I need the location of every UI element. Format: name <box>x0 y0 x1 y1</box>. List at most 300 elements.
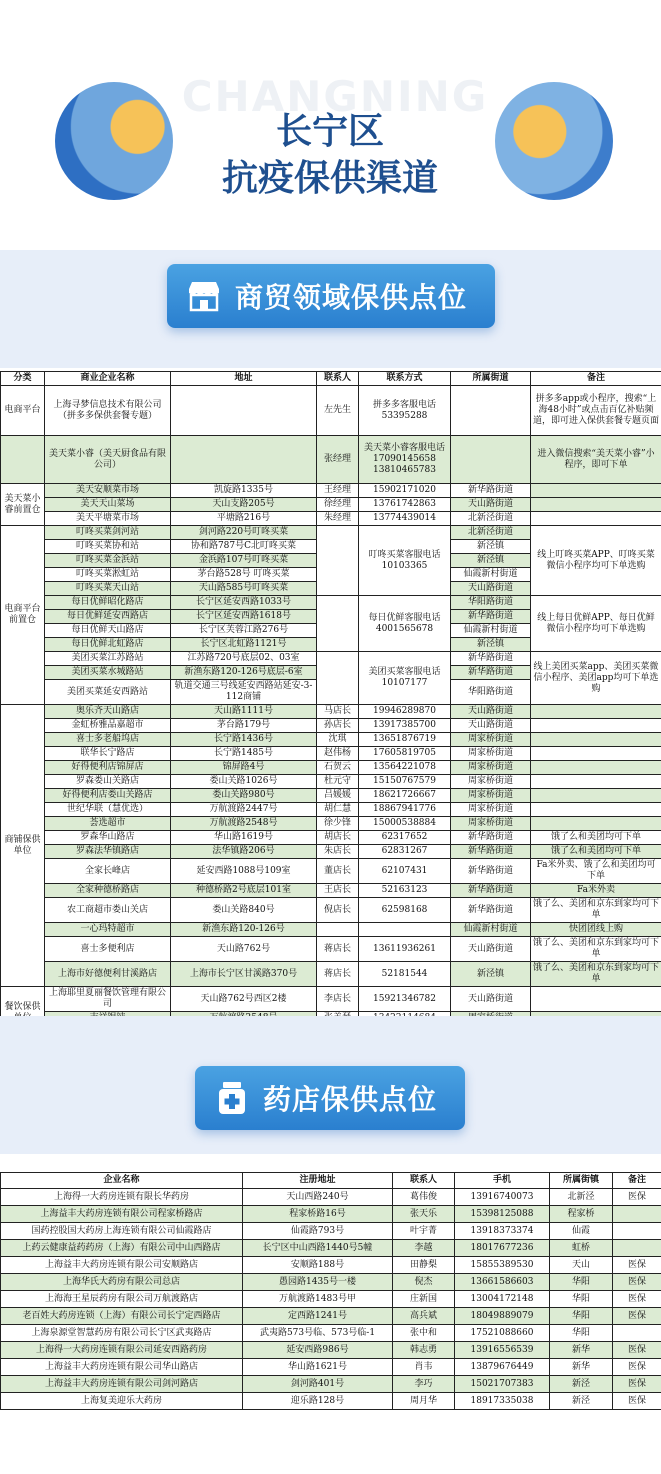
street-cell: 新华路街道 <box>451 845 531 859</box>
col-header-company: 商业企业名称 <box>45 372 171 386</box>
contact-cell: 赵伟杨 <box>317 747 359 761</box>
company-cell: 上海泉源堂智慧药房有限公司长宁区武夷路店 <box>1 1325 243 1342</box>
table-row <box>1 845 661 859</box>
company-cell: 每日优鲜天山路店 <box>45 624 171 638</box>
phone-cell: 15150767579 <box>359 775 451 789</box>
street-cell: 仙霞 <box>550 1223 613 1240</box>
phone-cell: 62831267 <box>359 845 451 859</box>
note-cell: 医保 <box>613 1393 661 1410</box>
note-cell <box>531 761 661 775</box>
table-row <box>1 937 661 962</box>
address-cell: 锦屏路4号 <box>171 761 317 775</box>
address-cell: 延安西路1088号109室 <box>171 859 317 884</box>
phone-cell: 13916556539 <box>455 1342 550 1359</box>
col-header-note: 备注 <box>531 372 661 386</box>
contact-cell: 吕媛媛 <box>317 789 359 803</box>
contact-cell: 倪店长 <box>317 898 359 923</box>
street-cell: 天山 <box>550 1257 613 1274</box>
table-row <box>1 596 661 610</box>
address-cell: 新渔东路120-126号 <box>171 923 317 937</box>
address-cell: 娄山关路1026号 <box>171 775 317 789</box>
note-cell: 饿了么和美团均可下单 <box>531 845 661 859</box>
table-row <box>1 1189 661 1206</box>
address-cell: 长宁区延安西路1618号 <box>171 610 317 624</box>
address-cell: 茅台路528号 叮咚买菜 <box>171 568 317 582</box>
table-row <box>1 1223 661 1240</box>
table-row <box>1 1206 661 1223</box>
phone-cell: 13661586603 <box>455 1274 550 1291</box>
street-cell: 新华路街道 <box>451 898 531 923</box>
col-header-street: 所属街镇 <box>550 1173 613 1189</box>
note-cell <box>531 789 661 803</box>
address-cell: 迎乐路128号 <box>243 1393 393 1410</box>
note-cell <box>613 1206 661 1223</box>
note-cell: 医保 <box>613 1189 661 1206</box>
contact-cell: 徐经理 <box>317 498 359 512</box>
phone-cell: 18621726667 <box>359 789 451 803</box>
note-cell: 拼多多app或小程序，搜索“上海48小时”或点击百亿补贴频道，即可进入保供套餐专题页面 <box>531 386 661 436</box>
street-cell: 新泾镇 <box>451 638 531 652</box>
phone-cell: 15921346782 <box>359 987 451 1012</box>
table-row <box>1 962 661 987</box>
company-cell: 一心玛特超市 <box>45 923 171 937</box>
company-cell: 金虹桥雅品嘉超市 <box>45 719 171 733</box>
company-cell: 美团买菜江苏路站 <box>45 652 171 666</box>
company-cell: 上海得一大药房连锁有限公司延安西路药房 <box>1 1342 243 1359</box>
phone-cell: 52163123 <box>359 884 451 898</box>
address-cell: 万航渡路1483号甲 <box>243 1291 393 1308</box>
company-cell: 联华长宁路店 <box>45 747 171 761</box>
contact-cell <box>317 596 359 652</box>
table-row <box>1 987 661 1012</box>
contact-cell <box>317 923 359 937</box>
street-cell: 华阳 <box>550 1308 613 1325</box>
contact-cell: 杜元守 <box>317 775 359 789</box>
company-cell: 上海益丰大药房连锁有限公司安顺路店 <box>1 1257 243 1274</box>
contact-cell: 葛伟俊 <box>393 1189 455 1206</box>
hero-background-text: CHANGNING <box>181 72 489 121</box>
address-cell: 平塘路216号 <box>171 512 317 526</box>
street-cell: 新华路街道 <box>451 666 531 680</box>
street-cell: 程家桥 <box>550 1206 613 1223</box>
company-cell: 上海益丰大药房连锁有限公司剑河路店 <box>1 1376 243 1393</box>
company-cell: 美天安顺菜市场 <box>45 484 171 498</box>
street-cell: 周家桥街道 <box>451 817 531 831</box>
contact-cell: 左先生 <box>317 386 359 436</box>
table-row <box>1 1240 661 1257</box>
note-cell: 饿了么、美团和京东到家均可下单 <box>531 962 661 987</box>
street-cell: 天山路街道 <box>451 705 531 719</box>
street-cell: 新华路街道 <box>451 859 531 884</box>
table-row <box>1 1359 661 1376</box>
address-cell: 程家桥路16号 <box>243 1206 393 1223</box>
address-cell: 安顺路188号 <box>243 1257 393 1274</box>
address-cell: 长宁路1436号 <box>171 733 317 747</box>
contact-cell: 朱店长 <box>317 845 359 859</box>
company-cell: 上海海王星辰药房有限公司万航渡路店 <box>1 1291 243 1308</box>
phone-cell: 18049889079 <box>455 1308 550 1325</box>
phone-cell: 美天菜小睿客服电话 17090145658 13810465783 <box>359 436 451 484</box>
address-cell: 天山路762号 <box>171 937 317 962</box>
address-cell: 茅台路179号 <box>171 719 317 733</box>
note-cell: 医保 <box>613 1376 661 1393</box>
address-cell: 天山西路240号 <box>243 1189 393 1206</box>
table-row <box>1 498 661 512</box>
company-cell: 美天天山菜场 <box>45 498 171 512</box>
company-cell: 上药云健康益药药房（上海）有限公司中山西路店 <box>1 1240 243 1257</box>
street-cell: 新泾 <box>550 1376 613 1393</box>
address-cell: 长宁区中山西路1440号5幢 <box>243 1240 393 1257</box>
address-cell: 新渔东路120-126号底层-6室 <box>171 666 317 680</box>
phone-cell: 18867941776 <box>359 803 451 817</box>
hero-title-line2: 抗疫保供渠道 <box>221 158 438 199</box>
phone-cell: 17521088660 <box>455 1325 550 1342</box>
hero-title-line1: 长宁区 <box>275 111 384 152</box>
table-row <box>1 512 661 526</box>
company-cell: 每日优鲜昭化路店 <box>45 596 171 610</box>
contact-cell: 李店长 <box>317 987 359 1012</box>
phone-cell: 13611936261 <box>359 937 451 962</box>
company-cell: 每日优鲜北虹路店 <box>45 638 171 652</box>
note-cell: 进入微信搜索“美天菜小睿”小程序，即可下单 <box>531 436 661 484</box>
address-cell <box>171 436 317 484</box>
address-cell: 天山路1111号 <box>171 705 317 719</box>
table-row <box>1 705 661 719</box>
phone-cell: 13564221078 <box>359 761 451 775</box>
company-cell: 全家种德桥路店 <box>45 884 171 898</box>
company-cell: 全家长峰店 <box>45 859 171 884</box>
table-row <box>1 817 661 831</box>
company-cell: 叮咚买菜淞虹站 <box>45 568 171 582</box>
note-cell <box>531 775 661 789</box>
phone-cell: 62317652 <box>359 831 451 845</box>
company-cell: 上海得一大药房连锁有限长华药房 <box>1 1189 243 1206</box>
address-cell: 万航渡路2548号 <box>171 817 317 831</box>
company-cell: 上海寻梦信息技术有限公司（拼多多保供套餐专题） <box>45 386 171 436</box>
table-row <box>1 484 661 498</box>
street-cell: 新华路街道 <box>451 831 531 845</box>
phone-cell: 15902171020 <box>359 484 451 498</box>
address-cell: 愚园路1435号一楼 <box>243 1274 393 1291</box>
phone-cell: 每日优鲜客服电话 4001565678 <box>359 596 451 652</box>
note-cell <box>531 817 661 831</box>
street-cell: 天山路街道 <box>451 582 531 596</box>
company-cell: 叮咚买菜协和站 <box>45 540 171 554</box>
phone-cell: 13651876719 <box>359 733 451 747</box>
table-row <box>1 526 661 540</box>
table-row <box>1 1308 661 1325</box>
address-cell <box>171 386 317 436</box>
col-header-company: 企业名称 <box>1 1173 243 1189</box>
note-cell: 医保 <box>613 1359 661 1376</box>
phone-cell <box>359 923 451 937</box>
decorative-circle-right <box>495 82 613 200</box>
phone-cell: 13917385700 <box>359 719 451 733</box>
company-cell: 国药控股国大药房上海连锁有限公司仙霞路店 <box>1 1223 243 1240</box>
table-header-row <box>1 1173 661 1189</box>
contact-cell: 肖韦 <box>393 1359 455 1376</box>
note-cell <box>531 484 661 498</box>
street-cell: 新华 <box>550 1359 613 1376</box>
section1-title: 商贸领域保供点位 <box>235 281 468 314</box>
street-cell: 仙霞新村街道 <box>451 923 531 937</box>
address-cell: 天山支路205号 <box>171 498 317 512</box>
contact-cell: 蒋店长 <box>317 937 359 962</box>
company-cell: 农工商超市娄山关店 <box>45 898 171 923</box>
table-row <box>1 652 661 666</box>
phone-cell: 17605819705 <box>359 747 451 761</box>
phone-cell: 叮咚买菜客服电话 10103365 <box>359 526 451 596</box>
phone-cell: 52181544 <box>359 962 451 987</box>
street-cell: 周家桥街道 <box>451 761 531 775</box>
address-cell: 轨道交通三号线延安西路站延安-3-112商铺 <box>171 680 317 705</box>
company-cell: 上海市好德便利甘溪路店 <box>45 962 171 987</box>
table-row <box>1 719 661 733</box>
company-cell: 罗森华山路店 <box>45 831 171 845</box>
address-cell: 延安西路986号 <box>243 1342 393 1359</box>
address-cell: 剑河路220号叮咚买菜 <box>171 526 317 540</box>
street-cell: 华阳 <box>550 1291 613 1308</box>
street-cell: 天山路街道 <box>451 987 531 1012</box>
company-cell: 上海复美迎乐大药房 <box>1 1393 243 1410</box>
phone-cell: 拼多多客服电话 53395288 <box>359 386 451 436</box>
contact-cell: 蒋店长 <box>317 962 359 987</box>
street-cell: 新华 <box>550 1342 613 1359</box>
phone-cell: 15398125088 <box>455 1206 550 1223</box>
phone-cell: 13879676449 <box>455 1359 550 1376</box>
note-cell <box>613 1240 661 1257</box>
company-cell: 上海益丰大药房连锁有限公司华山路店 <box>1 1359 243 1376</box>
col-header-street: 所属街道 <box>451 372 531 386</box>
street-cell: 华阳路街道 <box>451 680 531 705</box>
note-cell <box>531 747 661 761</box>
note-cell: 线上美团买菜app、美团买菜微信小程序、美团app均可下单选购 <box>531 652 661 705</box>
section1-banner <box>167 264 495 328</box>
address-cell: 长宁区芙蓉江路276号 <box>171 624 317 638</box>
contact-cell: 倪杰 <box>393 1274 455 1291</box>
contact-cell: 王经理 <box>317 484 359 498</box>
address-cell: 长宁区延安西路1033号 <box>171 596 317 610</box>
phone-cell: 15021707383 <box>455 1376 550 1393</box>
table-row <box>1 747 661 761</box>
address-cell: 武夷路573号临、573号临-1 <box>243 1325 393 1342</box>
address-cell: 娄山关路980号 <box>171 789 317 803</box>
street-cell: 虹桥 <box>550 1240 613 1257</box>
note-cell <box>531 987 661 1012</box>
table-row <box>1 761 661 775</box>
pharmacy-supply-table <box>0 1172 661 1410</box>
col-header-phone: 联系方式 <box>359 372 451 386</box>
contact-cell: 李巧 <box>393 1376 455 1393</box>
note-cell: 医保 <box>613 1291 661 1308</box>
note-cell: 饿了么、美团和京东到家均可下单 <box>531 937 661 962</box>
company-cell: 美团买菜延安西路站 <box>45 680 171 705</box>
company-cell: 老百姓大药房连锁（上海）有限公司长宁定西路店 <box>1 1308 243 1325</box>
address-cell: 天山路585号叮咚买菜 <box>171 582 317 596</box>
contact-cell: 张天乐 <box>393 1206 455 1223</box>
note-cell: 医保 <box>613 1308 661 1325</box>
address-cell: 剑河路401号 <box>243 1376 393 1393</box>
note-cell <box>531 498 661 512</box>
company-cell: 每日优鲜延安西路店 <box>45 610 171 624</box>
address-cell: 上海市长宁区甘溪路370号 <box>171 962 317 987</box>
table-row <box>1 733 661 747</box>
street-cell: 北新泾街道 <box>451 512 531 526</box>
col-header-address: 注册地址 <box>243 1173 393 1189</box>
table-row <box>1 1291 661 1308</box>
street-cell: 周家桥街道 <box>451 775 531 789</box>
street-cell: 北新泾 <box>550 1189 613 1206</box>
category-cell: 餐饮保供 <box>1 987 45 1040</box>
table-row <box>1 1342 661 1359</box>
table-row <box>1 775 661 789</box>
contact-cell: 张中和 <box>393 1325 455 1342</box>
street-cell: 天山路街道 <box>451 937 531 962</box>
contact-cell: 孙店长 <box>317 719 359 733</box>
note-cell: 线上每日优鲜APP、每日优鲜微信小程序均可下单选购 <box>531 596 661 652</box>
note-cell: 医保 <box>613 1257 661 1274</box>
street-cell: 新华路街道 <box>451 652 531 666</box>
phone-cell: 13918373374 <box>455 1223 550 1240</box>
company-cell: 好得便利店锦屏店 <box>45 761 171 775</box>
street-cell: 仙霞新村街道 <box>451 624 531 638</box>
col-header-address: 地址 <box>171 372 317 386</box>
note-cell: Fa米外卖 <box>531 884 661 898</box>
note-cell <box>613 1325 661 1342</box>
phone-cell: 13916740073 <box>455 1189 550 1206</box>
note-cell: 饿了么和美团均可下单 <box>531 831 661 845</box>
address-cell: 凯旋路1335号 <box>171 484 317 498</box>
table-row <box>1 789 661 803</box>
section2-banner <box>195 1066 465 1130</box>
contact-cell: 叶宇菁 <box>393 1223 455 1240</box>
note-cell: 快团团线上购 <box>531 923 661 937</box>
phone-cell: 15000538884 <box>359 817 451 831</box>
company-cell: 美天平塘菜市场 <box>45 512 171 526</box>
company-cell: 叮咚买菜剑河站 <box>45 526 171 540</box>
storefront-icon <box>185 279 223 313</box>
contact-cell: 高兵斌 <box>393 1308 455 1325</box>
table-row <box>1 1325 661 1342</box>
address-cell: 长宁区北虹路1121号 <box>171 638 317 652</box>
address-cell: 仙霞路793号 <box>243 1223 393 1240</box>
street-cell: 新华路街道 <box>451 484 531 498</box>
table-row <box>1 386 661 436</box>
phone-cell: 13004172148 <box>455 1291 550 1308</box>
contact-cell: 韩志勇 <box>393 1342 455 1359</box>
contact-cell: 胡店长 <box>317 831 359 845</box>
contact-cell <box>317 526 359 596</box>
category-cell: 电商平台 <box>1 386 45 436</box>
table-row <box>1 831 661 845</box>
category-cell: 商铺保供单位 <box>1 705 45 987</box>
street-cell: 华阳 <box>550 1274 613 1291</box>
contact-cell: 石贺云 <box>317 761 359 775</box>
address-cell: 定西路1241号 <box>243 1308 393 1325</box>
street-cell <box>451 436 531 484</box>
table-row <box>1 898 661 923</box>
address-cell: 华山路1619号 <box>171 831 317 845</box>
company-cell: 上海耶里夏丽餐饮管理有限公司 <box>45 987 171 1012</box>
company-cell: 叮咚买菜金浜站 <box>45 554 171 568</box>
street-cell: 周家桥街道 <box>451 747 531 761</box>
category-cell <box>1 436 45 484</box>
contact-cell <box>317 652 359 705</box>
table-row <box>1 1257 661 1274</box>
contact-cell: 李越 <box>393 1240 455 1257</box>
company-cell: 奥乐齐天山路店 <box>45 705 171 719</box>
address-cell: 江苏路720号底层02、03室 <box>171 652 317 666</box>
contact-cell: 朱经理 <box>317 512 359 526</box>
phone-cell: 13774439014 <box>359 512 451 526</box>
table-row <box>1 884 661 898</box>
contact-cell: 张经理 <box>317 436 359 484</box>
street-cell: 周家桥街道 <box>451 733 531 747</box>
street-cell: 周家桥街道 <box>451 789 531 803</box>
street-cell: 天山路街道 <box>451 719 531 733</box>
contact-cell: 王店长 <box>317 884 359 898</box>
street-cell: 新华路街道 <box>451 884 531 898</box>
company-cell: 叮咚买菜天山站 <box>45 582 171 596</box>
table-row <box>1 1274 661 1291</box>
company-cell: 喜士多便利店 <box>45 937 171 962</box>
street-cell: 华阳路街道 <box>451 596 531 610</box>
note-cell: 线上叮咚买菜APP、叮咚买菜微信小程序均可下单选购 <box>531 526 661 596</box>
contact-cell: 马店长 <box>317 705 359 719</box>
company-cell: 世纪华联（慧优选） <box>45 803 171 817</box>
company-cell: 罗森法华镇路店 <box>45 845 171 859</box>
street-cell: 天山路街道 <box>451 498 531 512</box>
note-cell: 医保 <box>613 1274 661 1291</box>
address-cell: 华山路1621号 <box>243 1359 393 1376</box>
phone-cell: 18017677236 <box>455 1240 550 1257</box>
table-row <box>1 1393 661 1410</box>
company-cell: 荟选超市 <box>45 817 171 831</box>
col-header-note: 备注 <box>613 1173 661 1189</box>
phone-cell: 13761742863 <box>359 498 451 512</box>
table-row <box>1 923 661 937</box>
address-cell: 法华镇路206号 <box>171 845 317 859</box>
phone-cell: 15855389530 <box>455 1257 550 1274</box>
contact-cell: 庄新国 <box>393 1291 455 1308</box>
table-row <box>1 436 661 484</box>
note-cell: 饿了么、美团和京东到家均可下单 <box>531 898 661 923</box>
table-header-row <box>1 372 661 386</box>
col-header-phone: 手机 <box>455 1173 550 1189</box>
company-cell: 好得便利店娄山关路店 <box>45 789 171 803</box>
street-cell: 华阳 <box>550 1325 613 1342</box>
company-cell: 罗森娄山关路店 <box>45 775 171 789</box>
note-cell <box>613 1223 661 1240</box>
note-cell: 医保 <box>613 1342 661 1359</box>
street-cell: 仙霞新村街道 <box>451 568 531 582</box>
street-cell: 新泾镇 <box>451 962 531 987</box>
hero-header <box>0 0 661 250</box>
company-cell: 美天菜小睿（美天厨食品有限公司） <box>45 436 171 484</box>
phone-cell: 19946289870 <box>359 705 451 719</box>
street-cell: 新泾镇 <box>451 540 531 554</box>
category-cell: 电商平台前置仓 <box>1 526 45 705</box>
contact-cell: 沈琪 <box>317 733 359 747</box>
company-cell: 喜士多老船坞店 <box>45 733 171 747</box>
col-header-contact: 联系人 <box>393 1173 455 1189</box>
street-cell: 新泾 <box>550 1393 613 1410</box>
address-cell: 种德桥路2号底层101室 <box>171 884 317 898</box>
contact-cell: 董店长 <box>317 859 359 884</box>
note-cell <box>531 803 661 817</box>
address-cell: 长宁路1485号 <box>171 747 317 761</box>
phone-cell: 62107431 <box>359 859 451 884</box>
